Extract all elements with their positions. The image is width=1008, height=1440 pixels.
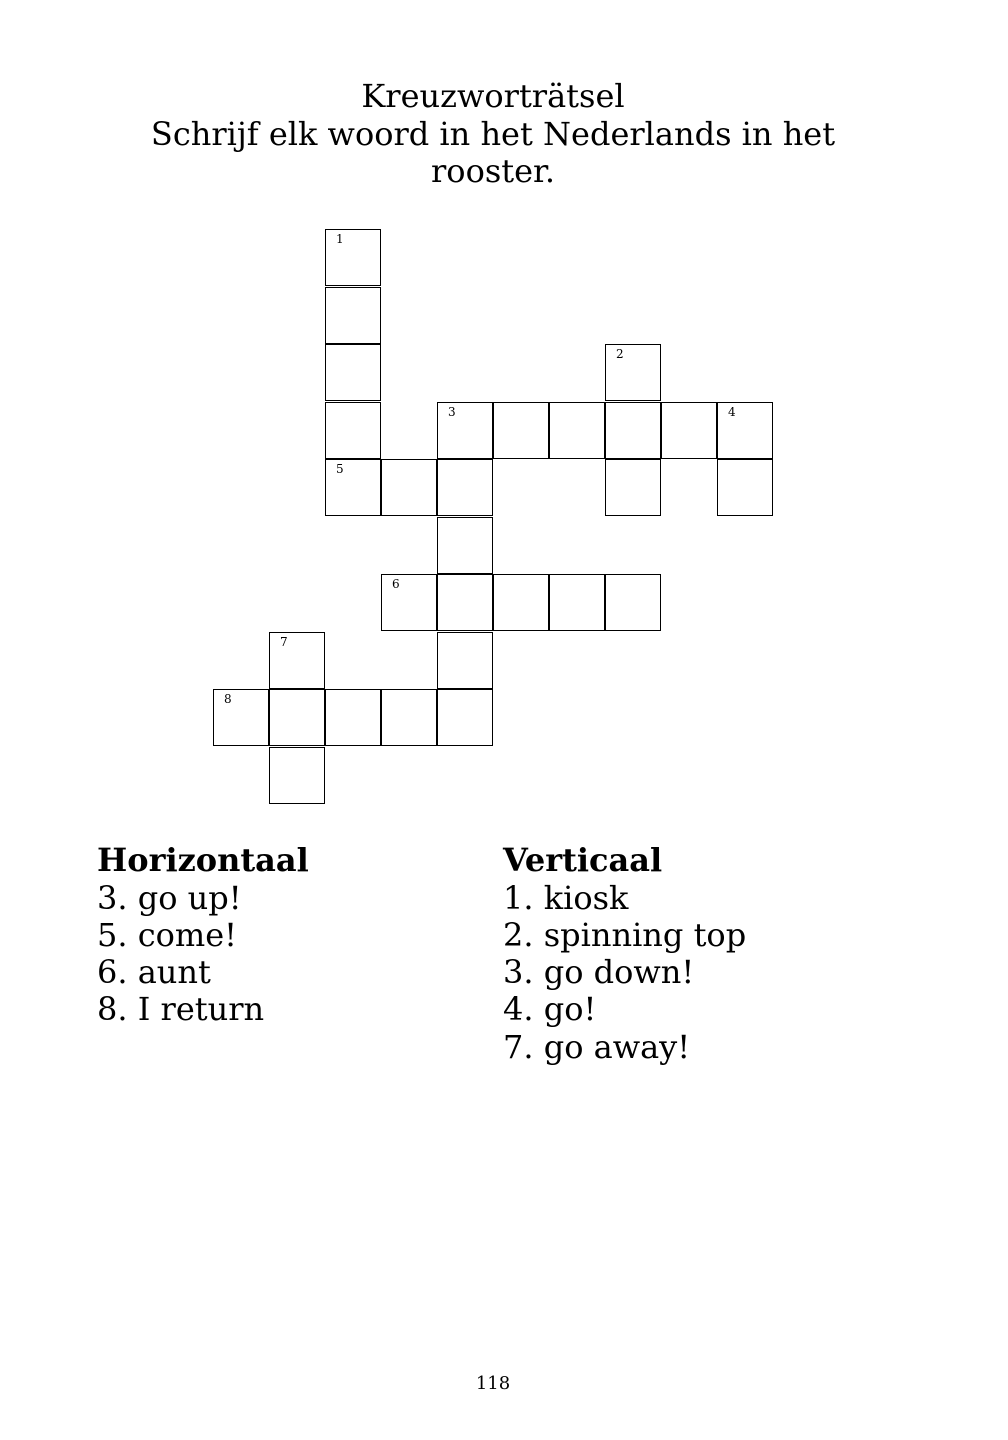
across-clues (97, 842, 309, 1029)
across-heading: Horizontaal (97, 841, 309, 879)
grid-cell[interactable] (437, 689, 493, 746)
grid-cell[interactable] (605, 344, 661, 401)
clue-number: 2 (616, 347, 624, 361)
grid-cell[interactable] (437, 574, 493, 631)
instruction-text: Schrijf elk woord in het Nederlands in het rooster. (150, 114, 836, 190)
grid-cell[interactable] (493, 574, 549, 631)
grid-cell[interactable] (549, 402, 605, 459)
grid-cell[interactable] (493, 402, 549, 459)
down-clue: 2. spinning top (503, 915, 747, 954)
clue-number: 5 (336, 462, 344, 476)
grid-cell[interactable] (717, 459, 773, 516)
grid-cell[interactable] (605, 574, 661, 631)
across-clue: 3. go up! (97, 878, 242, 917)
down-heading: Verticaal (503, 841, 663, 879)
clue-number: 7 (280, 634, 288, 649)
across-clue: 8. I return (97, 990, 265, 1029)
grid-cell[interactable] (325, 287, 381, 344)
grid-cell[interactable] (437, 632, 493, 689)
down-clue: 1. kiosk (503, 878, 629, 917)
grid-cell[interactable] (437, 402, 493, 459)
page-title: Kreuzworträtsel (361, 77, 625, 115)
grid-cell[interactable] (605, 459, 661, 516)
grid-cell[interactable] (269, 632, 325, 689)
down-clue: 3. go down! (503, 953, 695, 992)
grid-cell[interactable] (213, 689, 269, 746)
grid-cell[interactable] (717, 402, 773, 459)
down-clue: 7. go away! (503, 1027, 691, 1066)
grid-cell[interactable] (437, 517, 493, 574)
grid-cell[interactable] (605, 402, 661, 459)
grid-cell[interactable] (325, 689, 381, 746)
grid-cell[interactable] (325, 402, 381, 459)
grid-cell[interactable] (549, 574, 605, 631)
grid-cell[interactable] (325, 459, 381, 516)
down-clues (503, 842, 746, 1066)
clue-number: 4 (728, 404, 736, 419)
grid-cell[interactable] (269, 747, 325, 804)
clue-number: 1 (336, 232, 344, 246)
across-clue: 6. aunt (97, 953, 211, 992)
grid-cell[interactable] (325, 229, 381, 286)
grid-cell[interactable] (381, 689, 437, 746)
across-clue: 5. come! (97, 915, 238, 954)
clue-number: 8 (224, 692, 232, 706)
grid-cell[interactable] (269, 689, 325, 746)
grid-cell[interactable] (437, 459, 493, 516)
grid-cell[interactable] (381, 574, 437, 631)
grid-cell[interactable] (325, 344, 381, 401)
grid-cell[interactable] (661, 402, 717, 459)
grid-cell[interactable] (381, 459, 437, 516)
clue-number: 3 (448, 404, 456, 419)
down-clue: 4. go! (503, 990, 597, 1029)
clue-number: 6 (392, 577, 400, 591)
page-number: 118 (475, 1373, 511, 1394)
